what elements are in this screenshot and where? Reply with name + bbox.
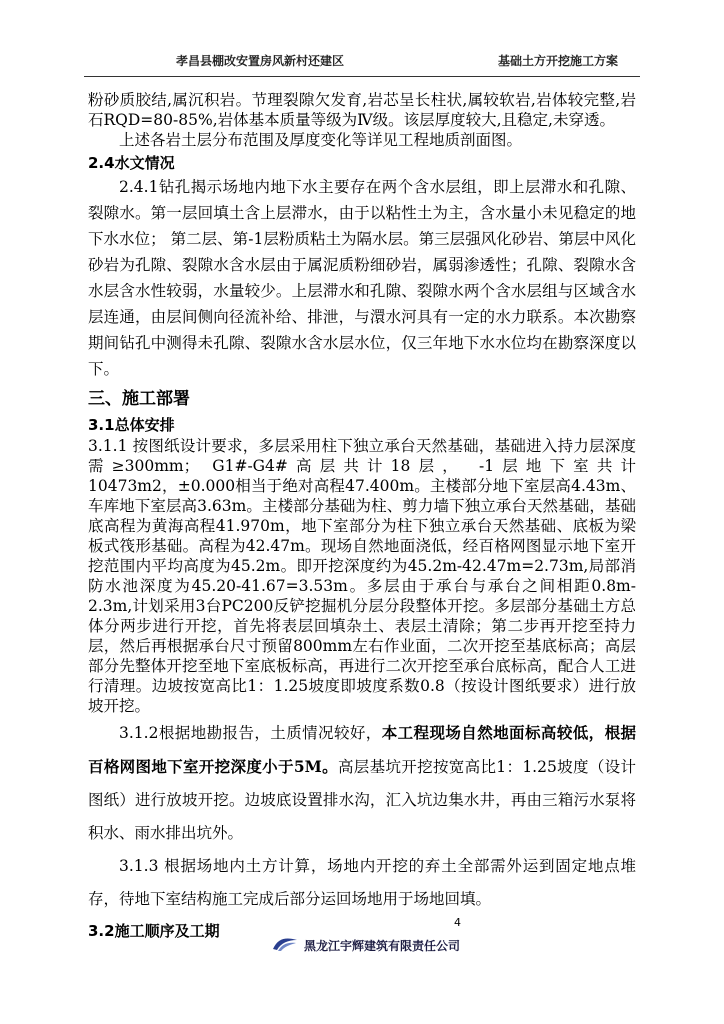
- header-document-title: 基础土方开挖施工方案: [497, 54, 618, 68]
- company-logo-icon: [272, 936, 298, 955]
- heading-3-1: 3.1总体安排: [88, 416, 175, 434]
- paragraph-3-1-2-tail: 高层基坑开挖按宽高比1：1.25坡度（设计图纸）进行放坡开挖。边坡底设置排水沟，汇入坑边集水井，再由三箱污水泵将积水、雨水排出坑外。: [88, 758, 636, 842]
- paragraph-rock-description: 粉砂质胶结,属沉积岩。节理裂隙欠发育,岩芯呈长柱状,属较软岩,岩体较完整,岩石RQD=80-85%,岩体基本质量等级为Ⅳ级。该层厚度较大,且稳定,未穿透。: [88, 91, 636, 129]
- paragraph-3-1-1: 3.1.1 按图纸设计要求，多层采用柱下独立承台天然基础，基础进入持力层深度需≥300mm； G1#-G4#高层共计18层， -1层地下室共计10473m2，±0.000相当于绝对高程47.400m。主楼部分地下室层高4.43m、车库地下室层高3.63m。主楼部分基础为柱、剪力墙下独立承台天然基础，基础底高程为黄海高程41.970m，地下室部分为柱下独立承台天然基础、底板为梁板式筏形基础。高程为42.47m。现场自然地面浇低，经百格网图显示地下室开挖范围内平均高度为45.2m。即开挖深度约为45.2m-42.47m=2.73m,局部消防水池深度为45.20-41.67=3.53m。多层由于承台与承台之间相距0.8m-2.3m,计划采用3台PC200反铲挖掘机分层分段整体开挖。多层部分基础土方总体分两步进行开挖，首先将表层回填杂土、表层土清除；第二步再开挖至持力层，然后再根据承台尺寸预留800mm左右作业面，二次开挖至基底标高；高层部分先整体开挖至地下室底板标高，再进行二次开挖至承台底标高，配合人工进行清理。边坡按宽高比1：1.25坡度即坡度系数0.8（按设计图纸要求）进行放坡开挖。: [88, 437, 636, 715]
- page-body: [88, 90, 636, 942]
- header-divider: [84, 76, 640, 77]
- heading-section-3: 三、施工部署: [88, 389, 190, 409]
- page-header: [84, 50, 640, 72]
- paragraph-3-1-2: [88, 716, 636, 850]
- paragraph-2-4-1: 2.4.1钻孔揭示场地内地下水主要存在两个含水层组，即上层滞水和孔隙、裂隙水。第一层回填土含上层滞水，由于以粘性土为主，含水量小未见稳定的地下水水位； 第二层、第-1层粉质粘土为隔水层。第三层强风化砂岩、第层中风化砂岩为孔隙、裂隙水含水层由于属泥质粉细砂岩，属弱渗透性；孔隙、裂隙水含水层含水性较弱，水量较少。上层滞水和孔隙、裂隙水两个含水层组与区域含水层连通，由层间侧向径流补给、排泄，与澴水河具有一定的水力联系。本次勘察期间钻孔中测得未孔隙、裂隙水含水层水位，仅三年地下水水位均在勘察深度以下。: [88, 178, 636, 378]
- page-number: 4: [454, 916, 461, 929]
- footer-company-name: 黑龙江宇辉建筑有限责任公司: [304, 938, 461, 953]
- paragraph-3-1-2-lead: 3.1.2根据地勘报告，土质情况较好，: [119, 724, 382, 742]
- paragraph-3-1-3: 3.1.3 根据场地内土方计算，场地内开挖的弃土全部需外运到固定地点堆存，待地下室结构施工完成后部分运回场地用于场地回填。: [88, 857, 636, 908]
- paragraph-3-1-2-emphasis: 本工程现场自然地面标高较低，根据百格网图地下室开挖深度小于5M。: [88, 723, 636, 776]
- heading-3-2: 3.2施工顺序及工期: [88, 922, 220, 940]
- heading-2-4: 2.4水文情况: [88, 154, 175, 172]
- paragraph-rock-range: 上述各岩土层分布范围及厚度变化等详见工程地质剖面图。: [119, 131, 523, 149]
- page-footer: [272, 934, 460, 956]
- header-project-title: 孝昌县棚改安置房风新村还建区: [176, 54, 345, 68]
